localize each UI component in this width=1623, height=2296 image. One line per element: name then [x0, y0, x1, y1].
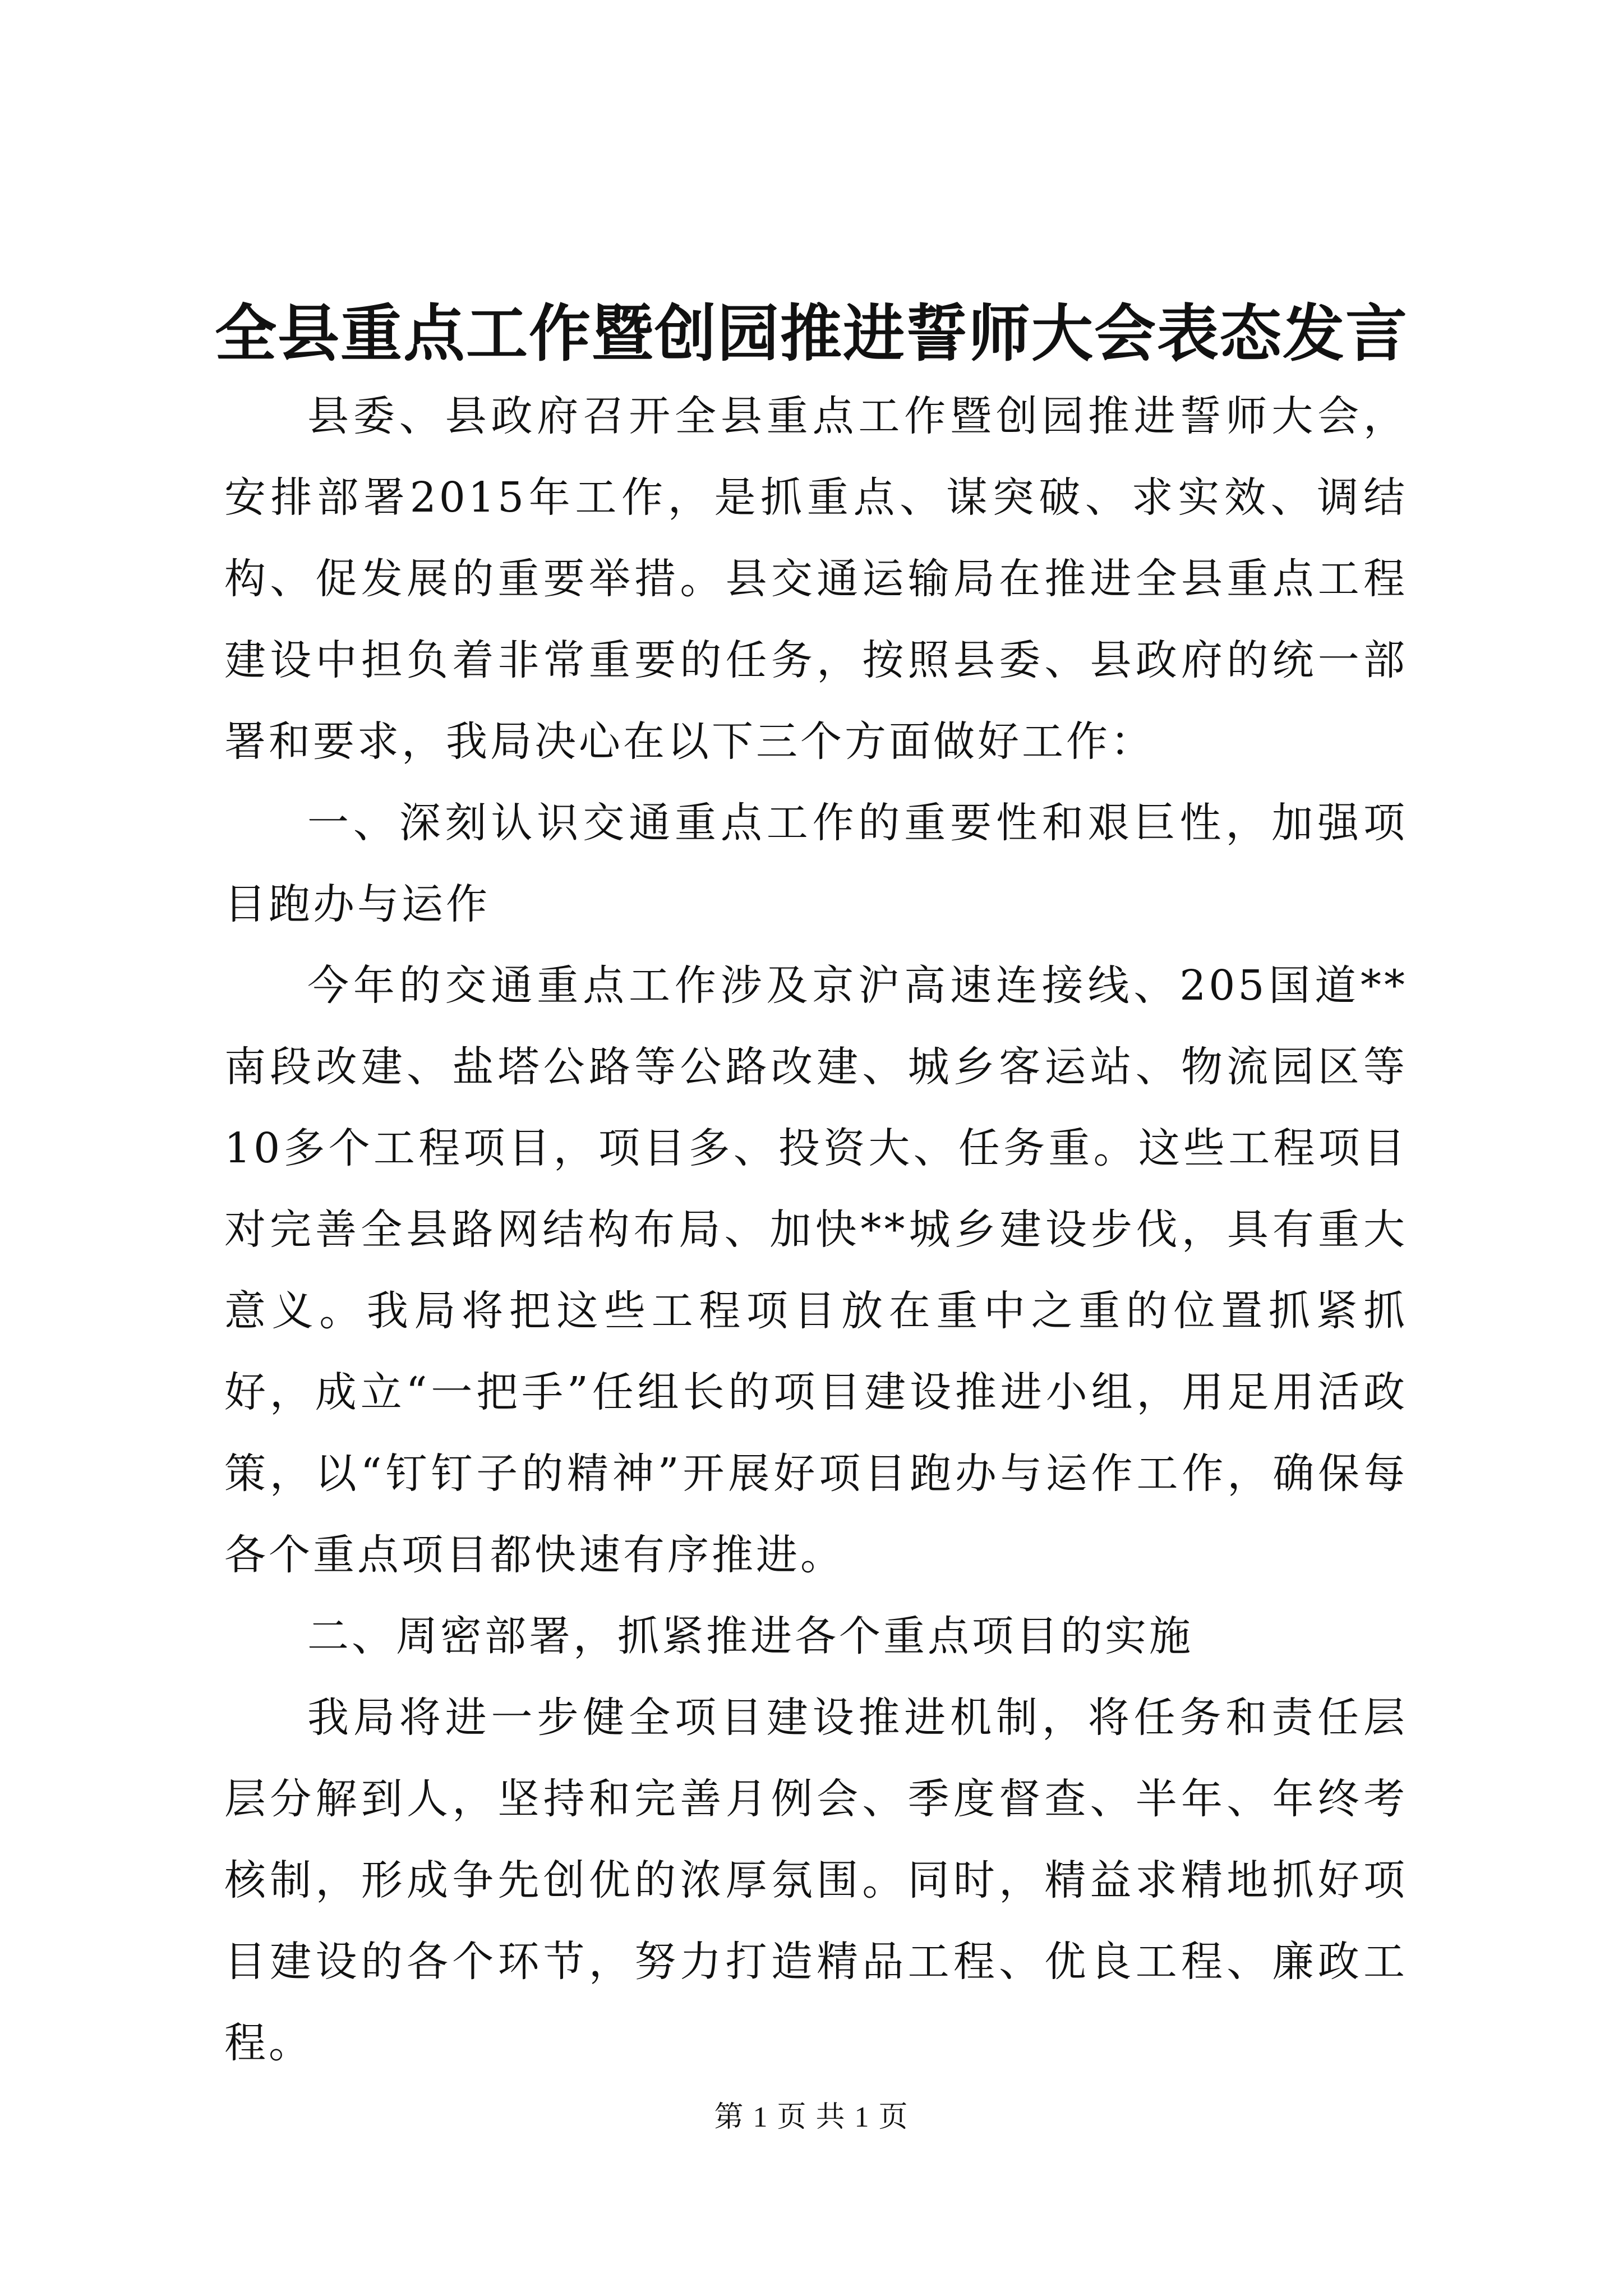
section-heading-1: 一、深刻认识交通重点工作的重要性和艰巨性，加强项目跑办与运作	[224, 799, 1408, 928]
document-body	[224, 376, 1408, 2084]
page-footer: 第 1 页 共 1 页	[714, 2101, 909, 2133]
paragraph-section-1: 今年的交通重点工作涉及京沪高速连接线、205国道**南段改建、盐塔公路等公路改建、城乡客运站、物流园区等10多个工程项目，项目多、投资大、任务重。这些工程项目对完善全县路网结构布局、加快**城乡建设步伐，具有重大意义。我局将把这些工程项目放在重中之重的位置抓紧抓好，成立“一把手”任组长的项目建设推进小组，用足用活政策，以“钉钉子的精神”开展好项目跑办与运作工作，确保每各个重点项目都快速有序推进。	[224, 961, 1408, 1579]
document-title: 全县重点工作暨创园推进誓师大会表态发言	[215, 297, 1408, 370]
paragraph-intro: 县委、县政府召开全县重点工作暨创园推进誓师大会，安排部署2015年工作，是抓重点、谋突破、求实效、调结构、促发展的重要举措。县交通运输局在推进全县重点工程建设中担负着非常重要的任务，按照县委、县政府的统一部署和要求，我局决心在以下三个方面做好工作：	[224, 392, 1408, 766]
section-heading-2: 二、周密部署，抓紧推进各个重点项目的实施	[307, 1612, 1193, 1660]
paragraph-section-2: 我局将进一步健全项目建设推进机制，将任务和责任层层分解到人，坚持和完善月例会、季度督查、半年、年终考核制，形成争先创优的浓厚氛围。同时，精益求精地抓好项目建设的各个环节，努力打造精品工程、优良工程、廉政工程。	[224, 1694, 1408, 2067]
